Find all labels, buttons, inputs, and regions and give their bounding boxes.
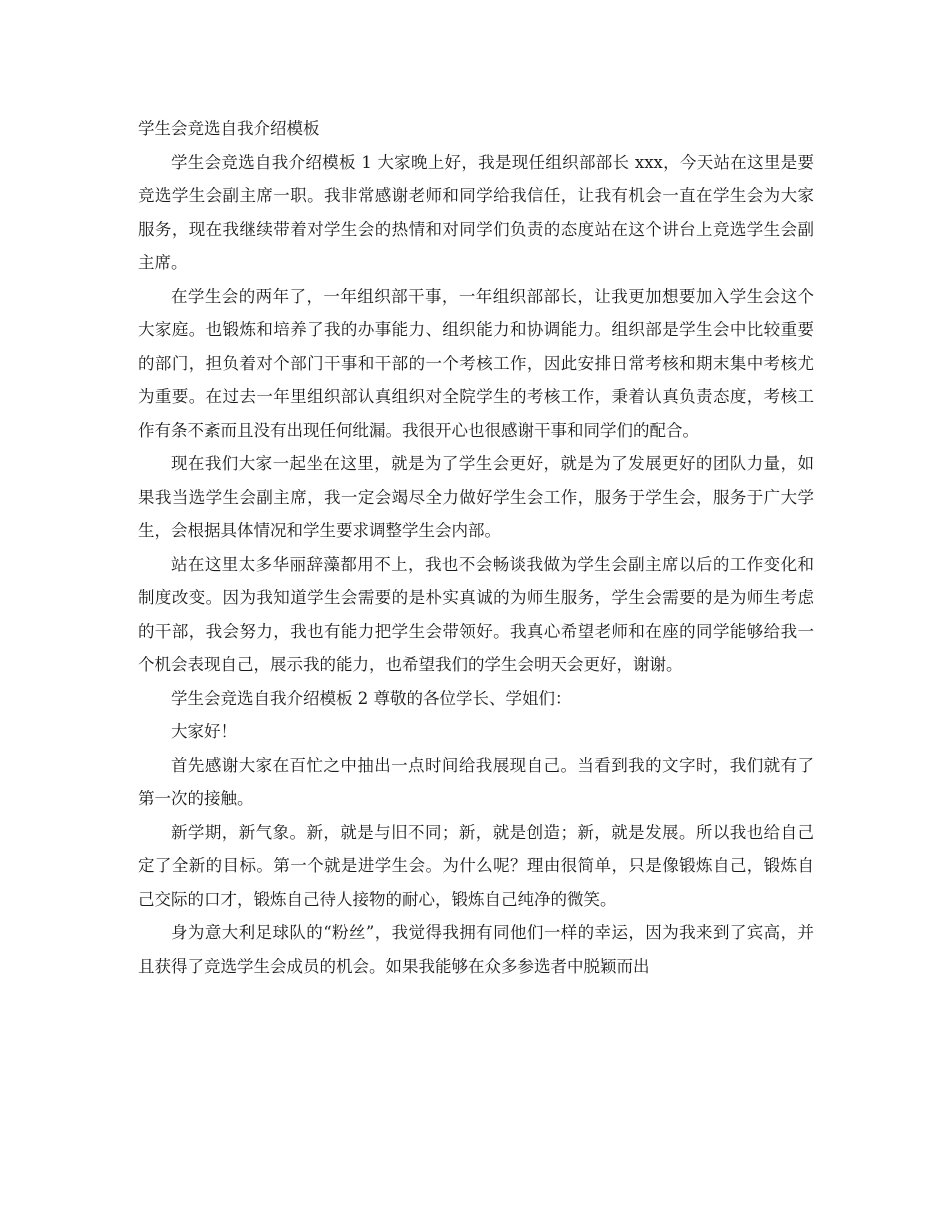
paragraph-8: 新学期，新气象。新，就是与旧不同；新，就是创造；新，就是发展。所以我也给自己定了全新的目标。第一个就是进学生会。为什么呢？理由很简单，只是像锻炼自己，锻炼自己交际的口才，锻炼自己待人接物的耐心，锻炼自己纯净的微笑。 xyxy=(138,822,814,909)
paragraph-4: 站在这里太多华丽辞藻都用不上，我也不会畅谈我做为学生会副主席以后的工作变化和制度改变。因为我知道学生会需要的是朴实真诚的为师生服务，学生会需要的是为师生考虑的干部，我会努力，我也有能力把学生会带领好。我真心希望老师和在座的同学能够给我一个机会表现自己，展示我的能力，也希望我们的学生会明天会更好，谢谢。 xyxy=(138,554,814,674)
paragraph-5: 学生会竞选自我介绍模板 2 尊敬的各位学长、学姐们： xyxy=(171,688,572,708)
paragraph-9: 身为意大利足球队的“粉丝”，我觉得我拥有同他们一样的幸运，因为我来到了宾高，并且获得了竞选学生会成员的机会。如果我能够在众多参选者中脱颖而出 xyxy=(138,923,814,976)
paragraph-2: 在学生会的两年了，一年组织部干事，一年组织部部长，让我更加想要加入学生会这个大家庭。也锻炼和培养了我的办事能力、组织能力和协调能力。组织部是学生会中比较重要的部门，担负着对个部门干事和干部的一个考核工作，因此安排日常考核和期末集中考核尤为重要。在过去一年里组织部认真组织对全院学生的考核工作，秉着认真负责态度，考核工作有条不紊而且没有出现任何纰漏。我很开心也很感谢干事和同学们的配合。 xyxy=(138,286,814,440)
document-title: 学生会竞选自我介绍模板 xyxy=(138,119,320,138)
paragraph-1: 学生会竞选自我介绍模板 1 大家晚上好，我是现任组织部部长 xxx，今天站在这里是要竞选学生会副主席一职。我非常感谢老师和同学给我信任，让我有机会一直在学生会为大家服务，现在我继续带着对学生会的热情和对同学们负责的态度站在这个讲台上竞选学生会副主席。 xyxy=(138,152,814,272)
paragraph-3: 现在我们大家一起坐在这里，就是为了学生会更好，就是为了发展更好的团队力量，如果我当选学生会副主席，我一定会竭尽全力做好学生会工作，服务于学生会，服务于广大学生，会根据具体情况和学生要求调整学生会内部。 xyxy=(138,454,814,540)
paragraph-6: 大家好！ xyxy=(171,722,237,741)
document-body xyxy=(138,112,814,983)
paragraph-7: 首先感谢大家在百忙之中抽出一点时间给我展现自己。当看到我的文字时，我们就有了第一次的接触。 xyxy=(138,755,814,808)
